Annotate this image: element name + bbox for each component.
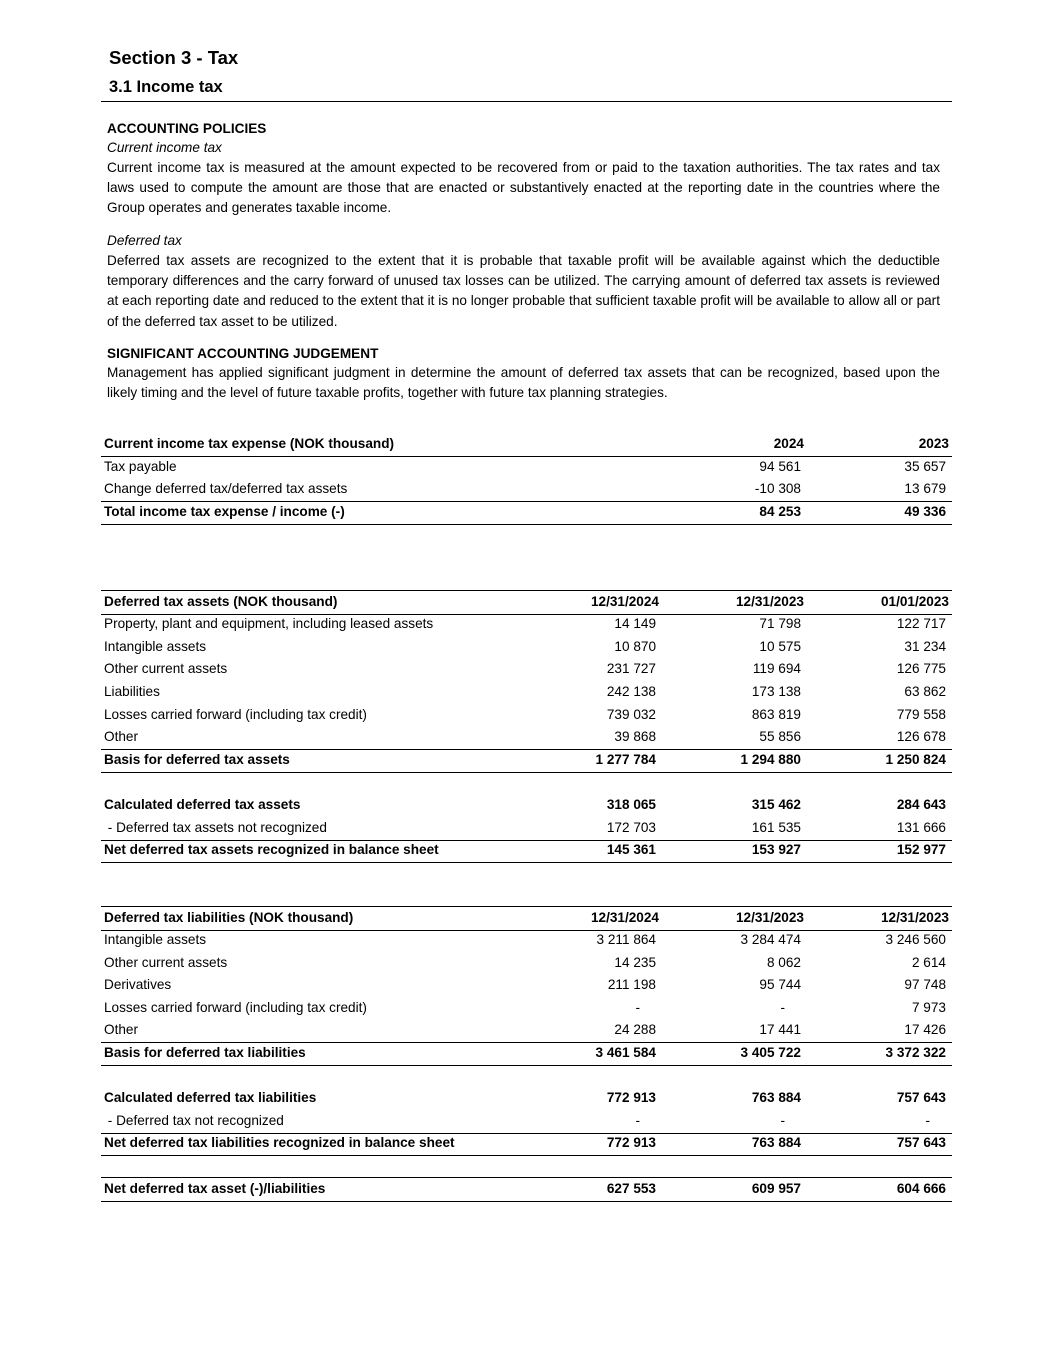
cell-value: 172 703 [606, 820, 656, 835]
cell-value: 31 234 [904, 639, 946, 654]
cell-value: 14 149 [614, 616, 656, 631]
table2-header-col2: 12/31/2023 [735, 594, 804, 609]
cell-value: 173 138 [751, 684, 801, 699]
cell-value: - [925, 1113, 930, 1128]
cell-value: 863 819 [751, 707, 801, 722]
section-subtitle: 3.1 Income tax [109, 78, 223, 96]
cell-value: 17 426 [904, 1022, 946, 1037]
table-row [101, 974, 952, 997]
table1-header-2023: 2023 [918, 436, 949, 451]
cell-value: 49 336 [904, 504, 946, 519]
row-label: Intangible assets [104, 932, 207, 947]
cell-value: 3 211 864 [596, 932, 656, 947]
current-tax-label: Current income tax [107, 140, 222, 155]
cell-value: 8 062 [766, 955, 801, 970]
judgement-text: Management has applied significant judgment in determine the amount of deferred tax assets that can be recognized, based upon the likely timing and the level of future taxable profits, together with future tax planning strategies. [107, 365, 940, 401]
table-row [101, 726, 952, 750]
table-row-net-total [101, 1177, 952, 1202]
table-row [101, 456, 952, 479]
cell-value: 772 913 [606, 1135, 656, 1150]
row-label: Other current assets [104, 661, 228, 676]
cell-value: 71 798 [759, 616, 801, 631]
table-row [101, 681, 952, 704]
table-row [101, 817, 952, 841]
table2-header-col3: 01/01/2023 [880, 594, 949, 609]
cell-value: 284 643 [896, 797, 946, 812]
cell-value: 122 717 [896, 616, 946, 631]
cell-value: 2 614 [911, 955, 946, 970]
cell-value: 14 235 [614, 955, 656, 970]
table-row [101, 997, 952, 1020]
row-label: Calculated deferred tax assets [104, 797, 301, 812]
cell-value: 231 727 [606, 661, 656, 676]
cell-value: 84 253 [759, 504, 801, 519]
cell-value: 757 643 [896, 1135, 946, 1150]
title-divider [101, 101, 952, 102]
cell-value: 3 405 722 [740, 1045, 801, 1060]
table3-header-col2: 12/31/2023 [735, 910, 804, 925]
row-label: Net deferred tax asset (-)/liabilities [104, 1181, 326, 1196]
judgement-heading: SIGNIFICANT ACCOUNTING JUDGEMENT [107, 346, 379, 361]
cell-value: 131 666 [896, 820, 946, 835]
cell-value: 763 884 [751, 1090, 801, 1105]
row-label: Net deferred tax assets recognized in balance sheet [104, 842, 439, 857]
cell-value: - [780, 1113, 785, 1128]
row-label: Basis for deferred tax liabilities [104, 1045, 306, 1060]
cell-value: 1 277 784 [595, 752, 656, 767]
table3-header-col1: 12/31/2024 [590, 910, 659, 925]
table-row [101, 952, 952, 975]
cell-value: 10 870 [614, 639, 656, 654]
cell-value: 604 666 [896, 1181, 946, 1196]
cell-value: 1 250 824 [885, 752, 946, 767]
table-row [101, 1110, 952, 1134]
row-label: Property, plant and equipment, including leased assets [104, 616, 434, 631]
row-label: - Deferred tax assets not recognized [104, 820, 327, 835]
table-row [101, 636, 952, 659]
cell-value: 94 561 [759, 459, 801, 474]
cell-value: 779 558 [896, 707, 946, 722]
row-label: Other [104, 1022, 138, 1037]
current-tax-text: Current income tax is measured at the amount expected to be recovered from or paid to the taxation authorities. The tax rates and tax laws used to compute the amount are those that are enacted or substantively enacted at the reporting date in the countries where the Group operates and generates taxable income. [107, 160, 940, 216]
row-label: Other current assets [104, 955, 228, 970]
cell-value: 13 679 [904, 481, 946, 496]
cell-value: 161 535 [751, 820, 801, 835]
table-row-subtotal [101, 749, 952, 773]
row-label: Basis for deferred tax assets [104, 752, 290, 767]
row-label: - Deferred tax not recognized [104, 1113, 284, 1128]
cell-value: 97 748 [904, 977, 946, 992]
cell-value: 739 032 [606, 707, 656, 722]
cell-value: 153 927 [751, 842, 801, 857]
cell-value: 757 643 [896, 1090, 946, 1105]
table-row-total [101, 1132, 952, 1156]
cell-value: 3 461 584 [595, 1045, 656, 1060]
cell-value: 7 973 [911, 1000, 946, 1015]
cell-value: -10 308 [754, 481, 801, 496]
table-row-total [101, 501, 952, 525]
table-row [101, 613, 952, 636]
table3-header-col3: 12/31/2023 [880, 910, 949, 925]
cell-value: 55 856 [759, 729, 801, 744]
table-row [101, 794, 952, 817]
table-row [101, 478, 952, 502]
cell-value: 3 372 322 [885, 1045, 946, 1060]
cell-value: 126 775 [896, 661, 946, 676]
cell-value: - [635, 1000, 640, 1015]
table2-header-row [101, 590, 952, 615]
cell-value: 609 957 [751, 1181, 801, 1196]
cell-value: 763 884 [751, 1135, 801, 1150]
row-label: Losses carried forward (including tax credit) [104, 1000, 367, 1015]
row-label: Liabilities [104, 684, 160, 699]
row-label: Total income tax expense / income (-) [104, 504, 345, 519]
cell-value: 627 553 [606, 1181, 656, 1196]
cell-value: - [780, 1000, 785, 1015]
policies-heading: ACCOUNTING POLICIES [107, 121, 267, 136]
row-label: Change deferred tax/deferred tax assets [104, 481, 348, 496]
section-title: Section 3 - Tax [109, 47, 239, 68]
cell-value: 39 868 [614, 729, 656, 744]
table1-header-label: Current income tax expense (NOK thousand) [104, 436, 395, 451]
cell-value: 1 294 880 [740, 752, 801, 767]
row-label: Derivatives [104, 977, 172, 992]
table3-header-label: Deferred tax liabilities (NOK thousand) [104, 910, 354, 925]
cell-value: 95 744 [759, 977, 801, 992]
cell-value: 211 198 [607, 977, 656, 992]
cell-value: 3 246 560 [885, 932, 946, 947]
row-label: Intangible assets [104, 639, 207, 654]
cell-value: 35 657 [904, 459, 946, 474]
table-row-total [101, 839, 952, 863]
cell-value: 24 288 [614, 1022, 656, 1037]
cell-value: 242 138 [606, 684, 656, 699]
table-row [101, 929, 952, 952]
cell-value: 10 575 [759, 639, 801, 654]
row-label: Calculated deferred tax liabilities [104, 1090, 317, 1105]
cell-value: 315 462 [751, 797, 801, 812]
cell-value: 17 441 [759, 1022, 801, 1037]
table1-header-row [101, 433, 952, 457]
table-row [101, 1019, 952, 1043]
cell-value: - [635, 1113, 640, 1128]
cell-value: 318 065 [606, 797, 656, 812]
cell-value: 145 361 [606, 842, 656, 857]
cell-value: 119 694 [752, 661, 801, 676]
cell-value: 126 678 [896, 729, 946, 744]
cell-value: 152 977 [896, 842, 946, 857]
cell-value: 63 862 [904, 684, 946, 699]
table2-header-col1: 12/31/2024 [590, 594, 659, 609]
cell-value: 772 913 [606, 1090, 656, 1105]
table-row [101, 704, 952, 727]
table1-header-2024: 2024 [773, 436, 804, 451]
table-row [101, 658, 952, 681]
row-label: Net deferred tax liabilities recognized in balance sheet [104, 1135, 455, 1150]
table2-header-label: Deferred tax assets (NOK thousand) [104, 594, 338, 609]
cell-value: 3 284 474 [740, 932, 801, 947]
table3-header-row [101, 906, 952, 931]
deferred-tax-text: Deferred tax assets are recognized to the extent that it is probable that taxable profit will be available against which the deductible temporary differences and the carry forward of unused tax losses can be utilized. The carrying amount of deferred tax assets is reviewed at each reporting date and reduced to the extent that it is no longer probable that sufficient taxable profit will be available to allow all or part of the deferred tax asset to be utilized. [107, 253, 940, 329]
row-label: Tax payable [104, 459, 177, 474]
row-label: Other [104, 729, 138, 744]
table-row-subtotal [101, 1042, 952, 1066]
deferred-tax-label: Deferred tax [107, 233, 182, 248]
row-label: Losses carried forward (including tax credit) [104, 707, 367, 722]
table-row [101, 1087, 952, 1110]
